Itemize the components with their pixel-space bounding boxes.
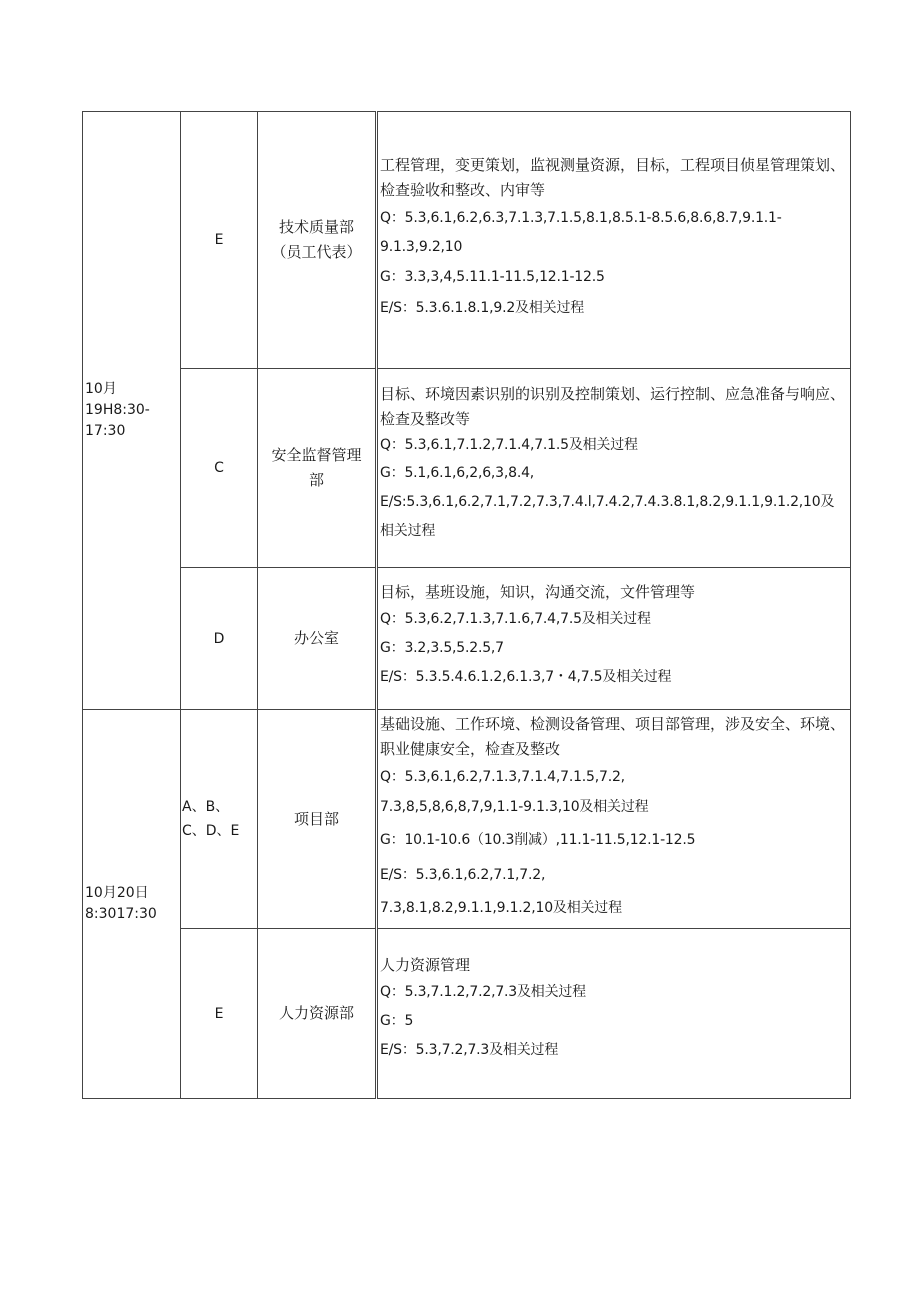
content-cell — [377, 710, 851, 929]
content-line: E/S：5.3.5.4.6.1.2,6.1.3,7・4,7.5及相关过程 — [380, 669, 672, 685]
content-intro: 工程管理，变更策划，监视测量资源，目标，工程项目侦星管理策划、检查验收和整改、内审等 — [380, 156, 846, 199]
content-line: E/S：5.3.6.1.8.1,9.2及相关过程 — [380, 300, 585, 316]
content-intro: 基础设施、工作环境、检测设备管理、项目部管理，涉及安全、环境、职业健康安全，检查及整改 — [380, 715, 846, 758]
content-line: E/S：5.3,7.2,7.3及相关过程 — [380, 1042, 559, 1058]
content-line: Q：5.3,6.2,7.1.3,7.1.6,7.4,7.5及相关过程 — [380, 611, 651, 627]
table-row — [83, 929, 851, 1099]
time-cell: 10月 19H8:30- 17:30 — [83, 112, 181, 710]
content-line: 7.3,8.1,8.2,9.1.1,9.1.2,10及相关过程 — [380, 900, 622, 916]
content-line: G：10.1-10.6（10.3削减）,11.1-11.5,12.1-12.5 — [380, 832, 696, 848]
table-row — [83, 710, 851, 929]
content-line: G：3.2,3.5,5.2.5,7 — [380, 640, 504, 656]
department-cell: 人力资源部 — [258, 929, 377, 1099]
auditor-cell: A、B、 C、D、E — [181, 710, 258, 929]
table-row — [83, 112, 851, 369]
content-intro: 目标，基班设施，知识，沟通交流，文件管理等 — [380, 583, 696, 601]
content-line: E/S：5.3,6.1,6.2,7.1,7.2, — [380, 867, 546, 883]
content-cell — [377, 929, 851, 1099]
department-cell: 办公室 — [258, 568, 377, 710]
content-line: G：5 — [380, 1013, 414, 1029]
content-cell — [377, 369, 851, 568]
content-line: G：3.3,3,4,5.11.1-11.5,12.1-12.5 — [380, 269, 605, 285]
content-line: Q：5.3,6.1,6.2,7.1.3,7.1.4,7.1.5,7.2, — [380, 769, 625, 785]
auditor-cell: D — [181, 568, 258, 710]
content-intro: 目标、环境因素识别的识别及控制策划、运行控制、应急准备与响应、检查及整改等 — [380, 385, 846, 428]
content-cell — [377, 112, 851, 369]
content-line: Q：5.3,7.1.2,7.2,7.3及相关过程 — [380, 984, 586, 1000]
auditor-cell: C — [181, 369, 258, 568]
content-cell — [377, 568, 851, 710]
auditor-cell: E — [181, 929, 258, 1099]
content-line: Q：5.3,6.1,7.1.2,7.1.4,7.1.5及相关过程 — [380, 437, 638, 453]
audit-schedule-table — [82, 111, 851, 1099]
department-cell: 安全监督管理 部 — [258, 369, 377, 568]
auditor-cell: E — [181, 112, 258, 369]
department-cell: 技术质量部 （员工代表） — [258, 112, 377, 369]
content-intro: 人力资源管理 — [380, 956, 471, 974]
content-line: G：5.1,6.1,6,2,6,3,8.4, — [380, 465, 535, 481]
time-cell: 10月20日 8:3017:30 — [83, 710, 181, 1099]
content-line: Q：5.3,6.1,6.2,6.3,7.1.3,7.1.5,8.1,8.5.1-8.5.6,8.6,8.7,9.1.1-9.1.3,9.2,10 — [380, 210, 782, 255]
content-line: E/S:5.3,6.1,6.2,7.1,7.2,7.3,7.4.l,7.4.2,7.4.3.8.1,8.2,9.1.1,9.1.2,10及相关过程 — [380, 494, 835, 539]
table-row — [83, 568, 851, 710]
table-row — [83, 369, 851, 568]
content-line: 7.3,8,5,8,6,8,7,9,1.1-9.1.3,10及相关过程 — [380, 799, 649, 815]
department-cell: 项目部 — [258, 710, 377, 929]
